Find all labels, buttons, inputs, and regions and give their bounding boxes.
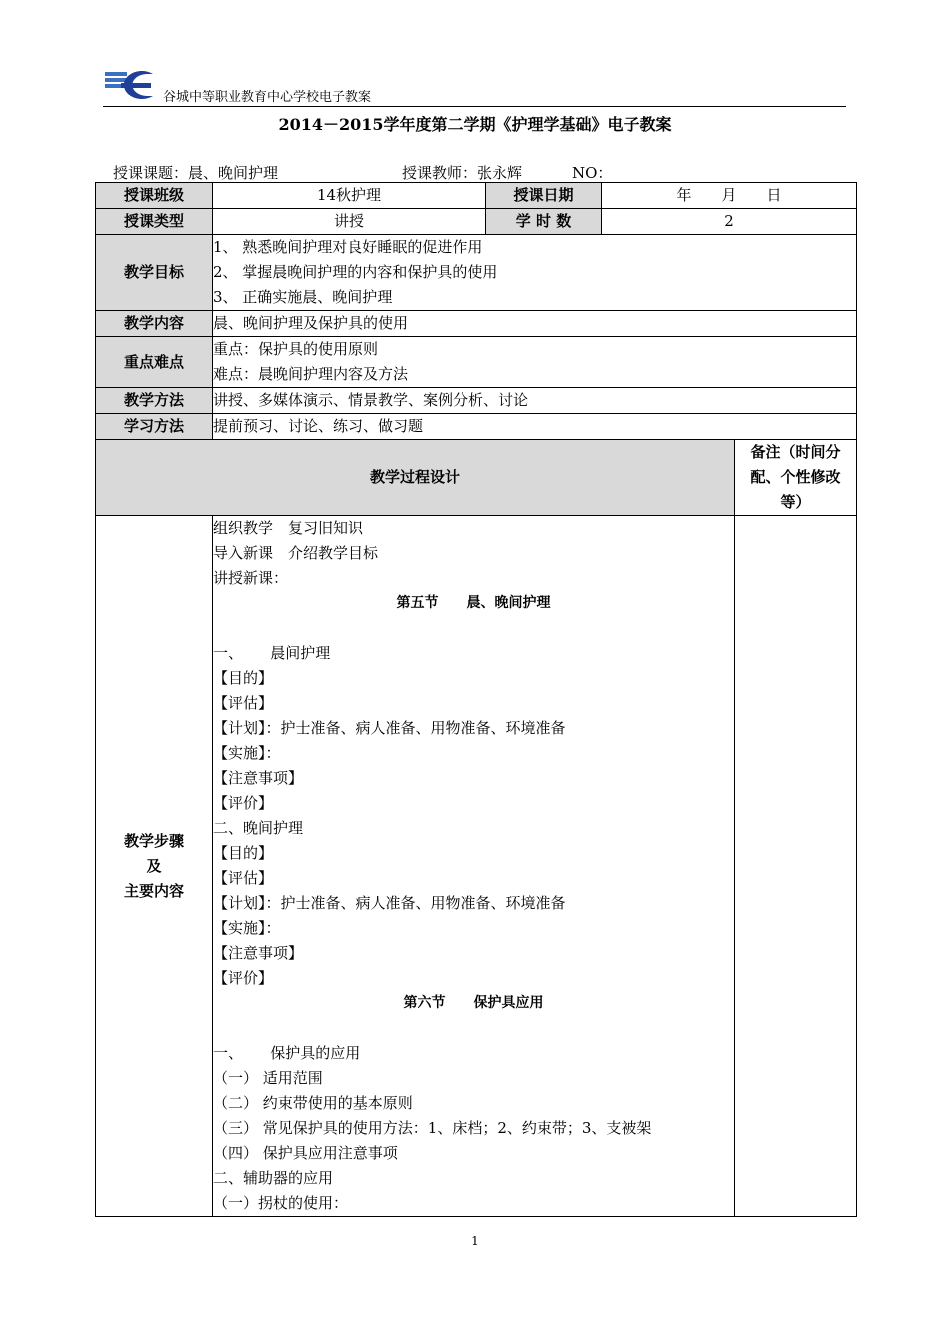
school-logo-icon (103, 64, 161, 104)
key-points (213, 337, 857, 388)
page-header (103, 62, 846, 107)
method-value: 讲授、多媒体演示、情景教学、案例分析、讨论 (213, 388, 857, 414)
key-point-item: 难点：晨晚间护理内容及方法 (213, 365, 409, 383)
key-point-item: 重点：保护具的使用原则 (213, 340, 379, 358)
process-design-heading: 教学过程设计 (96, 440, 735, 516)
remark-line: 配、个性修改 (750, 468, 841, 486)
content-line: 一、 晨间护理 (213, 644, 331, 662)
content-line: 二、辅助器的应用 (213, 1169, 334, 1187)
content-line: 【注意事项】 (213, 769, 304, 787)
steps-label-line: 教学步骤 (123, 831, 184, 850)
goals-label: 教学目标 (96, 235, 213, 311)
lesson-content (213, 516, 735, 1217)
hours-label: 学 时 数 (486, 209, 602, 235)
content-line: 组织教学 复习旧知识 (213, 519, 364, 537)
content-line: 【目的】 (213, 669, 274, 687)
remark-line: 等） (780, 493, 811, 511)
steps-label (96, 516, 213, 1217)
date-label: 授课日期 (486, 183, 602, 209)
goals-list (213, 235, 857, 311)
section-heading: 第六节 保护具应用 (403, 995, 544, 1011)
class-label: 授课班级 (96, 183, 213, 209)
study-label: 学习方法 (96, 414, 213, 440)
content-line: 【评估】 (213, 694, 274, 712)
lesson-plan-table (95, 182, 857, 1217)
content-line: 【计划】：护士准备、病人准备、用物准备、环境准备 (213, 719, 566, 737)
remark-line: 备注（时间分 (750, 443, 841, 461)
content-line: 【计划】：护士准备、病人准备、用物准备、环境准备 (213, 894, 566, 912)
section-heading: 第五节 晨、晚间护理 (396, 595, 551, 611)
steps-label-line: 及 (146, 856, 162, 875)
content-line (213, 616, 734, 641)
document-title: 2014－2015学年度第二学期《护理学基础》电子教案 (278, 115, 672, 134)
meta-teacher: 授课教师：张永辉 (402, 164, 523, 182)
content-line: 讲授新课： (213, 569, 289, 587)
type-value: 讲授 (213, 209, 486, 235)
content-value: 晨、晚间护理及保护具的使用 (213, 311, 857, 337)
goal-item: 1、 熟悉晚间护理对良好睡眠的促进作用 (213, 238, 483, 256)
content-line: （四） 保护具应用注意事项 (213, 1144, 398, 1162)
hours-value: 2 (602, 209, 857, 235)
content-line: 导入新课 介绍教学目标 (213, 544, 379, 562)
steps-label-line: 主要内容 (123, 881, 184, 900)
type-label: 授课类型 (96, 209, 213, 235)
content-line: （一）拐杖的使用： (213, 1194, 349, 1212)
content-line: 【评估】 (213, 869, 274, 887)
content-line: 【实施】： (213, 744, 281, 762)
content-line: （二） 约束带使用的基本原则 (213, 1094, 413, 1112)
class-value: 14秋护理 (213, 183, 486, 209)
content-line: （一） 适用范围 (213, 1069, 323, 1087)
remark-cell (735, 516, 857, 1217)
goal-item: 3、 正确实施晨、晚间护理 (213, 288, 393, 306)
content-label: 教学内容 (96, 311, 213, 337)
method-label: 教学方法 (96, 388, 213, 414)
content-line: 【实施】： (213, 919, 281, 937)
page-number: 1 (471, 1234, 479, 1248)
content-line: 二、晚间护理 (213, 819, 304, 837)
content-line: 一、 保护具的应用 (213, 1044, 361, 1062)
meta-no: NO： (572, 164, 613, 182)
goal-item: 2、 掌握晨晚间护理的内容和保护具的使用 (213, 263, 498, 281)
meta-topic: 授课课题：晨、晚间护理 (113, 164, 279, 182)
content-line: 【评价】 (213, 794, 274, 812)
content-line: 【目的】 (213, 844, 274, 862)
content-line (213, 1016, 734, 1041)
remark-heading (735, 440, 857, 516)
date-value: 年 月 日 (602, 183, 857, 209)
header-school-name: 谷城中等职业教育中心学校电子教案 (163, 90, 372, 105)
key-points-label: 重点难点 (96, 337, 213, 388)
study-value: 提前预习、讨论、练习、做习题 (213, 414, 857, 440)
content-line: 【注意事项】 (213, 944, 304, 962)
content-line: （三） 常见保护具的使用方法：1、床档；2、约束带；3、支被架 (213, 1119, 652, 1137)
content-line: 【评价】 (213, 969, 274, 987)
